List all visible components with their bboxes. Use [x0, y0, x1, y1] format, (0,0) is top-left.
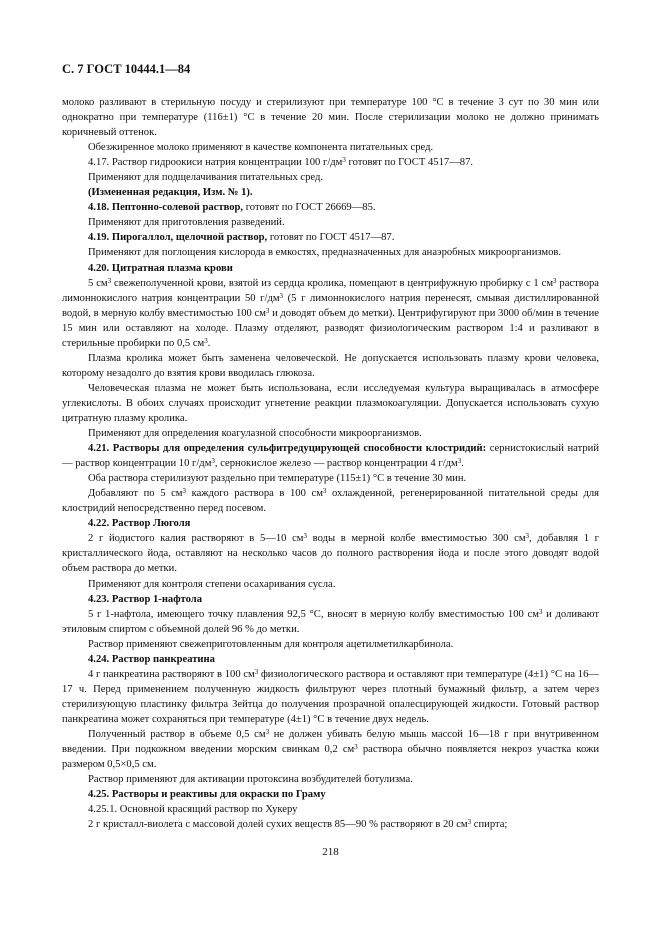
paragraph: молоко разливают в стерильную посуду и стерилизуют при температуре 100 °С в течение 3 сут по 30 мин или однократно при температуре (116±1) °С в течение 20 мин. После стерилизации молоко не должно принимать коричневый оттенок. — [62, 97, 599, 139]
amendment-note: (Измененная редакция, Изм. № 1). — [88, 187, 253, 199]
paragraph: Оба раствора стерилизуют раздельно при температуре (115±1) °С в течение 30 мин. — [88, 473, 467, 485]
paragraph: Применяют для подщелачивания питательных сред. — [88, 172, 324, 184]
paragraph: Добавляют по 5 $см^3$ каждого раствора в 100 $см^3$ охлажденной, регенерированной питательной среды для клостридий непосредственно перед посевом. — [62, 487, 599, 515]
section-4-20-heading: 4.20. Цитратная плазма крови — [88, 262, 233, 274]
paragraph: Применяют для контроля степени осахаривания сусла. — [88, 578, 336, 590]
paragraph: 2 г йодистого калия растворяют в 5—10 $см^3$ воды в мерной колбе вместимостью 300 $см^3$, добавляя 1 г кристаллического йода, оставляют на несколько часов до полного растворения йода и после этого доводят водой объем раствора до метки. — [62, 532, 599, 575]
paragraph: Плазма кролика может быть заменена человеческой. Не допускается использовать плазму крови человека, которому незадолго до взятия крови вводилась глюкоза. — [62, 352, 599, 379]
paragraph: Применяют для определения коагулазной способности микроорганизмов. — [88, 428, 422, 440]
paragraph: 2 г кристалл-виолета с массовой долей сухих веществ 85—90 % растворяют в 20 $см^3$ спирта; — [88, 818, 508, 831]
section-4-23-heading: 4.23. Раствор 1-нафтола — [88, 593, 203, 605]
document-header: С. 7 ГОСТ 10444.1—84 — [62, 62, 191, 76]
section-4-24-heading: 4.24. Раствор панкреатина — [88, 653, 215, 665]
section-4-19: 4.19. Пирогаллол, щелочной раствор, готовят по ГОСТ 4517—87. — [88, 232, 395, 244]
paragraph: Раствор применяют для активации протоксина возбудителей ботулизма. — [88, 774, 413, 786]
paragraph: Человеческая плазма не может быть использована, если исследуемая культура выращивалась в атмосфере углекислоты. В обоих случаях происходит угнетение реакции плазмокоагуляции. Допускается использовать сухую цитратную плазму кролика. — [62, 382, 599, 424]
document-body — [62, 95, 599, 832]
paragraph: Применяют для приготовления разведений. — [88, 217, 285, 229]
section-4-22-heading: 4.22. Раствор Люголя — [88, 518, 191, 530]
section-4-21: 4.21. Растворы для определения сульфитредуцирующей способности клостридий: сернистокислый натрий — раствор концентрации 10 $г/дм^3$, сернокислое железо — раствор концентрации 4 $г/дм^3$. — [62, 443, 599, 470]
section-4-25-heading: 4.25. Растворы и реактивы для окраски по Граму — [88, 789, 326, 801]
subsection-4-25-1: 4.25.1. Основной красящий раствор по Хукеру — [88, 804, 298, 816]
paragraph: Применяют для поглощения кислорода в емкостях, предназначенных для анаэробных микроорганизмов. — [88, 247, 562, 259]
section-4-17: 4.17. Раствор гидроокиси натрия концентрации 100 $г/дм^3$ готовят по ГОСТ 4517—87. — [88, 156, 474, 169]
paragraph: Обезжиренное молоко применяют в качестве компонента питательных сред. — [88, 142, 434, 154]
page-number: 218 — [322, 846, 339, 858]
paragraph: 5 $см^3$ свежеполученной крови, взятой из сердца кролика, помещают в центрифужную пробирку с 1 $см^3$ раствора лимоннокислого натрия концентрации 50 $г/дм^3$ (5 г лимоннокислого натрия перенесят, смывая дистиллированной водой, в мерную колбу вместимостью 100 $см^3$ и доводят объем до метки). Центрифугируют при 3000 об/мин в течение 15 мин или оставляют на холоде. Плазму отделяют, разводят физиологическим раствором 1:4 и разливают в стерильные пробирки по 0,5 $см^3$. — [62, 276, 600, 349]
paragraph: 4 г панкреатина растворяют в 100 $см^3$ физиологического раствора и оставляют при температуре (4±1) °С на 16—17 ч. Перед применением полученную жидкость фильтруют через плотный бумажный фильтр, а затем через стерилизующую пластинку фильтра Зейтца до получения прозрачной опалесцирующей жидкости. Готовый раствор панкреатина может сохраняться при температуре (4±1) °С в течение двух недель. — [62, 667, 599, 725]
paragraph: Раствор применяют свежеприготовленным для контроля ацетилметилкарбинола. — [88, 638, 454, 650]
paragraph: Полученный раствор в объеме 0,5 $см^3$ не должен убивать белую мышь массой 16—18 г при внутривенном введении. При подкожном введении морским свинкам 0,2 $см^3$ раствора обычно появляется некроз участка кожи размером 0,5×0,5 см. — [62, 727, 599, 771]
section-4-18: 4.18. Пептонно-солевой раствор, готовят по ГОСТ 26669—85. — [88, 202, 376, 214]
paragraph: 5 г 1-нафтола, имеющего точку плавления 92,5 °С, вносят в мерную колбу вместимостью 100 $см^3$ и доливают этиловым спиртом с объемной долей 96 % до метки. — [62, 607, 599, 635]
